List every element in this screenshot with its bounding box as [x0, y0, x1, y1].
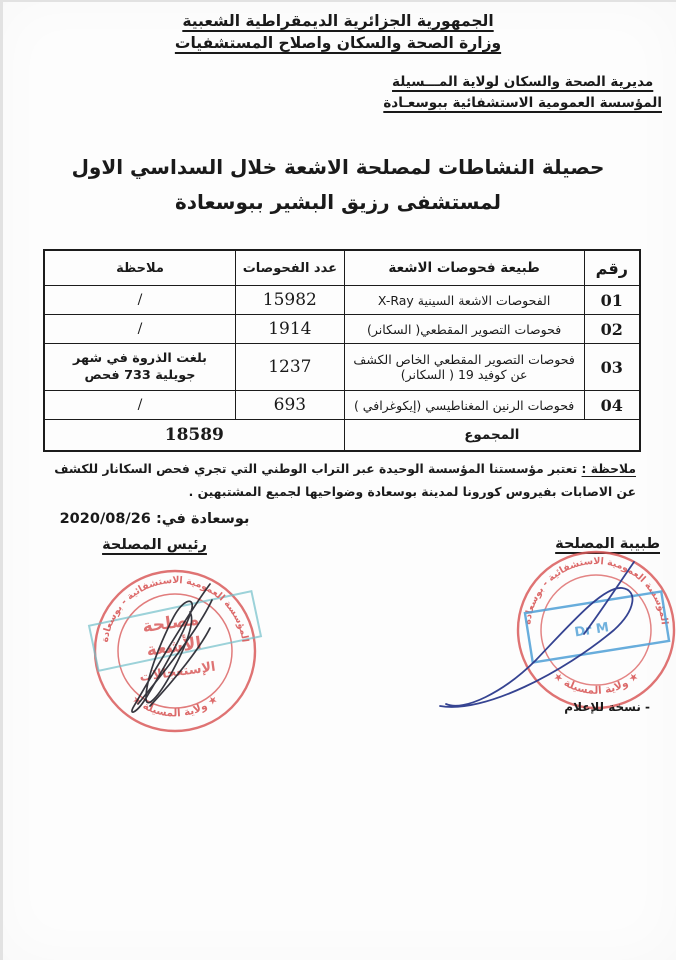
- row1-note: /: [44, 286, 236, 315]
- svg-text:المؤسسة العمومية الاستشفائية -: [522, 556, 670, 625]
- radiology-activities-table: [43, 249, 641, 452]
- role-head-of-service: رئيس المصلحة: [102, 537, 207, 554]
- row3-note: بلغت الذروة في شهر جويلية 733 فحص: [44, 344, 236, 391]
- row4-note: /: [44, 391, 236, 420]
- remark-text: تعتبر مؤسستنا المؤسسة الوحيدة عبر التراب الوطني التي تجري فحص السكانار للكشف عن الاصابات بفيروس كورونا لمدينة بوسعادة وضواحيها لجميع المشتبهين .: [54, 462, 636, 500]
- title-line2: لمستشفى رزيق البشير ببوسعادة: [174, 190, 502, 214]
- left-official-stamp: [80, 556, 270, 746]
- institution-line: المؤسسة العمومية الاستشفائية ببوسعـادة: [383, 94, 662, 111]
- stamp-center-line3: الإستعجالات: [138, 659, 217, 686]
- header-note: ملاحظة: [44, 250, 236, 286]
- row2-nature: فحوصات التصوير المقطعي( السكانر): [344, 315, 584, 344]
- stamp-ring-top-text: المؤسسة العمومية الاستشفائية - بوسعادة: [99, 574, 251, 644]
- stamp-ring-bottom-text: ★ ولاية المسيلة ★: [129, 693, 221, 720]
- row3-nature: فحوصات التصوير المقطعي الخاص الكشف عن كوفيد 19 ( السكانر): [344, 344, 584, 391]
- doctor-name-text: Dr M: [573, 620, 611, 641]
- header-num: رقم: [584, 250, 640, 286]
- ministry-title: وزارة الصحة والسكان واصلاح المستشفيات: [174, 34, 502, 53]
- table-total-row: [44, 420, 640, 452]
- table-row: [44, 391, 640, 420]
- stamp-center-line1: مصلحة: [141, 609, 201, 638]
- row2-count: 1914: [236, 315, 345, 344]
- header-nature: طبيعة فحوصات الاشعة: [344, 250, 584, 286]
- row4-nature: فحوصات الرنين المغناطيسي (إيكوغرافي ): [344, 391, 584, 420]
- header-count: عدد الفحوصات: [236, 250, 345, 286]
- document-title: [0, 150, 676, 220]
- stamp-ring-top-text: المؤسسة العمومية الاستشفائية - بوسعادة: [522, 555, 670, 626]
- left-signature-block: [52, 508, 257, 557]
- remark-paragraph: [34, 458, 636, 503]
- row3-count: 1237: [236, 344, 345, 391]
- row1-num: 01: [584, 286, 640, 315]
- row3-num: 03: [584, 344, 640, 391]
- directorate-line: مديرية الصحة والسكان لولاية المـــسيلة: [392, 74, 654, 90]
- total-value: 18589: [44, 420, 344, 452]
- svg-text:★ ولاية المسيلة ★: [551, 670, 641, 697]
- stamp-center-line2: الأشعة: [145, 633, 203, 661]
- row4-num: 04: [584, 391, 640, 420]
- row4-count: 693: [236, 391, 345, 420]
- table-header-row: [44, 250, 640, 286]
- national-header: [0, 10, 676, 55]
- table-row: [44, 286, 640, 315]
- role-service-doctor: طبيبة المصلحة: [555, 536, 660, 552]
- republic-title: الجمهورية الجزائرية الديمقراطية الشعبية: [182, 12, 494, 30]
- copy-for-information-note: - نسخة للإعلام: [564, 700, 650, 714]
- svg-text:المؤسسة العمومية الاستشفائية -: [100, 575, 251, 643]
- title-line1: حصيلة النشاطات لمصلحة الاشعة خلال السداسي الاول: [71, 155, 605, 179]
- table-row: [44, 344, 640, 391]
- stamp-ring-bottom-text: ★ ولاية المسيلة ★: [550, 670, 642, 697]
- table-row: [44, 315, 640, 344]
- remark-label: ملاحظة :: [581, 462, 636, 477]
- date-line: بوسعادة في: 2020/08/26: [59, 511, 250, 527]
- total-label: المجموع: [344, 420, 640, 452]
- directorate-header: [383, 72, 662, 114]
- row1-count: 15982: [236, 286, 345, 315]
- row1-nature: الفحوصات الاشعة السينية X-Ray: [344, 286, 584, 315]
- row2-note: /: [44, 315, 236, 344]
- row2-num: 02: [584, 315, 640, 344]
